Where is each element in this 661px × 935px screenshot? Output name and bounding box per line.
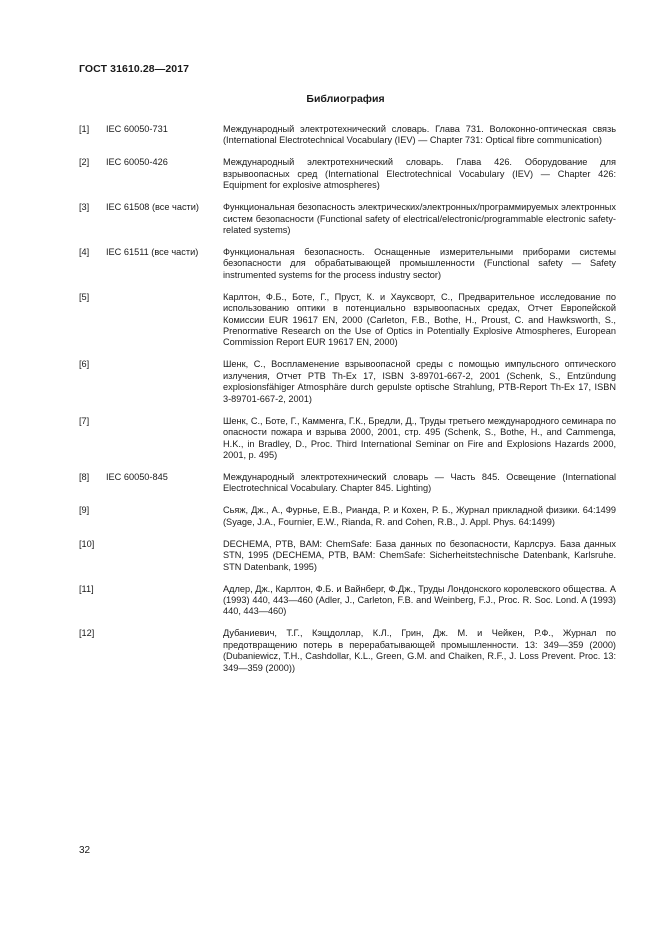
entry-standard [106,584,223,618]
entry-number: [5] [79,291,90,302]
entry-text: Шенк, С., Боте, Г., Камменга, Г.К., Бредли, Д., Труды третьего международного семинара по опасности пожара и взрыва 2000, 2001, стр. 495 (Schenk, S., Bothe, H., and Cammenga, H.K., in Bradley, D., Proc. Third International Seminar on Fire and Explosions Hazards 2000, 2001, p. 495) [223,415,616,460]
entry-number: [8] [79,471,90,482]
entry-text: Функциональная безопасность электрических/электронных/программируемых электронных систем безопасности (Functional safety of electrical/electronic/programmable electronic safety-related systems) [223,202,616,236]
entry-number: [7] [79,415,90,426]
entry-number: [4] [79,247,90,258]
entry-text: Сьяж, Дж., А., Фурнье, Е.В., Рианда, Р. и Кохен, Р. Б., Журнал прикладной физики. 64:1499 (Syage, J.A., Fournier, E.W., Rianda, R. and Cohen, R.B., J. Appl. Phys. 64:1499) [223,505,616,527]
entry-number: [10] [79,538,95,549]
entry-text: Международный электротехнический словарь. Глава 426. Оборудование для взрывоопасных сред (International Electrotechnical Vocabulary (IEV) — Chapter 426: Equipment for explosive atmospheres) [223,157,616,191]
entry-number: [12] [79,628,95,639]
entry-text: DECHEMA, PTB, BAM: ChemSafe: База данных по безопасности, Карлсруэ. База данных STN, 1995 (DECHEMA, PTB, BAM: ChemSafe: Sicherheitstechnische Datenbank, Karlsruhe. STN Datenbank, 1995) [223,538,616,572]
bibliography-entry [79,584,616,618]
entry-number: [3] [79,202,90,213]
bibliography-entry [79,628,616,674]
entry-standard: IEC 60050-731 [106,124,168,134]
entry-standard: IEC 61511 (все части) [106,247,199,258]
bibliography-entry [79,359,616,405]
entry-number: [2] [79,157,90,168]
page-number: 32 [79,845,91,856]
entry-standard: IEC 60050-426 [106,157,168,168]
entry-number: [11] [79,583,94,594]
entry-text: Адлер, Дж., Карлтон, Ф.Б. и Вайнберг, Ф.Дж., Труды Лондонского королевского общества. A (1993) 440, 443—460 (Adler, J., Carleton, F.B. and Weinberg, F.J., Proc. R. Soc. Lond. A (1993) 440, 443—460) [223,583,616,617]
bibliography-entry [79,157,616,191]
entry-text: Шенк, С., Воспламенение взрывоопасной среды с помощью импульсного оптического излучения, Отчет PTB Th-Ex 17, ISBN 3-89701-667-2, 2001 (Schenk, S., Entzündung explosionsfähiger Atmosphäre durch gepulste optische Strahlung, PTB-Report Th-Ex 17, ISBN 3-89701-667-2, 2001) [223,359,616,404]
bibliography-entry [79,124,616,147]
entry-text: Функциональная безопасность. Оснащенные измерительными приборами системы безопасности для обрабатывающей промышленности (Functional safety — Safety instrumented systems for the process industry sector) [223,247,616,280]
entry-standard [106,416,223,462]
entry-standard [106,359,223,405]
document-code: ГОСТ 31610.28—2017 [79,63,190,75]
entry-number: [6] [79,359,90,370]
entry-standard [106,292,223,349]
bibliography-entry [79,292,616,349]
entry-text: Дубаниевич, Т.Г., Кэщдоллар, К.Л., Грин, Дж. М. и Чейкен, Р.Ф., Журнал по предотвращению потерь в перерабатывающей промышленности. 13: 349—359 (2000) (Dubaniewicz, T.H., Cashdollar, K.L., Green, G.M. and Chaiken, R.F., J. Loss Prevent. Proc. 13: 349—359 (2000)) [223,628,616,673]
entry-number: [1] [79,124,90,134]
bibliography-entry [79,472,616,495]
section-title: Библиография [306,93,385,105]
entry-standard [106,628,223,674]
entry-standard [106,505,223,528]
entry-number: [9] [79,505,90,516]
entry-standard: IEC 61508 (все части) [106,202,199,213]
bibliography-entry [79,539,616,573]
bibliography-entry [79,505,616,528]
entry-standard [106,539,223,573]
bibliography-entry [79,202,616,236]
bibliography-list [79,124,616,685]
entry-text: Международный электротехнический словарь. Глава 731. Волоконно-оптическая связь (International Electrotechnical Vocabulary (IEV) — Chapter 731: Optical fibre communication) [223,124,616,146]
entry-text: Карлтон, Ф.Б., Боте, Г., Пруст, К. и Хауксворт, С., Предварительное исследование по использованию оптики в потенциально взрывоопасных средах, Отчет Европейской Комиссии EUR 19617 EN, 2000 (Carleton, F.B., Bothe, H., Proust, C. and Hawksworth, S., Prenormative Research on the Use of Optics in Potentially Explosive Atmospheres, European Commission Report EUR 19617 EN, 2000) [223,291,616,348]
entry-standard: IEC 60050-845 [106,471,168,482]
bibliography-entry [79,416,616,462]
bibliography-entry [79,247,616,281]
entry-text: Международный электротехнический словарь — Часть 845. Освещение (International Electrotechnical Vocabulary. Chapter 845. Lighting) [223,471,616,494]
